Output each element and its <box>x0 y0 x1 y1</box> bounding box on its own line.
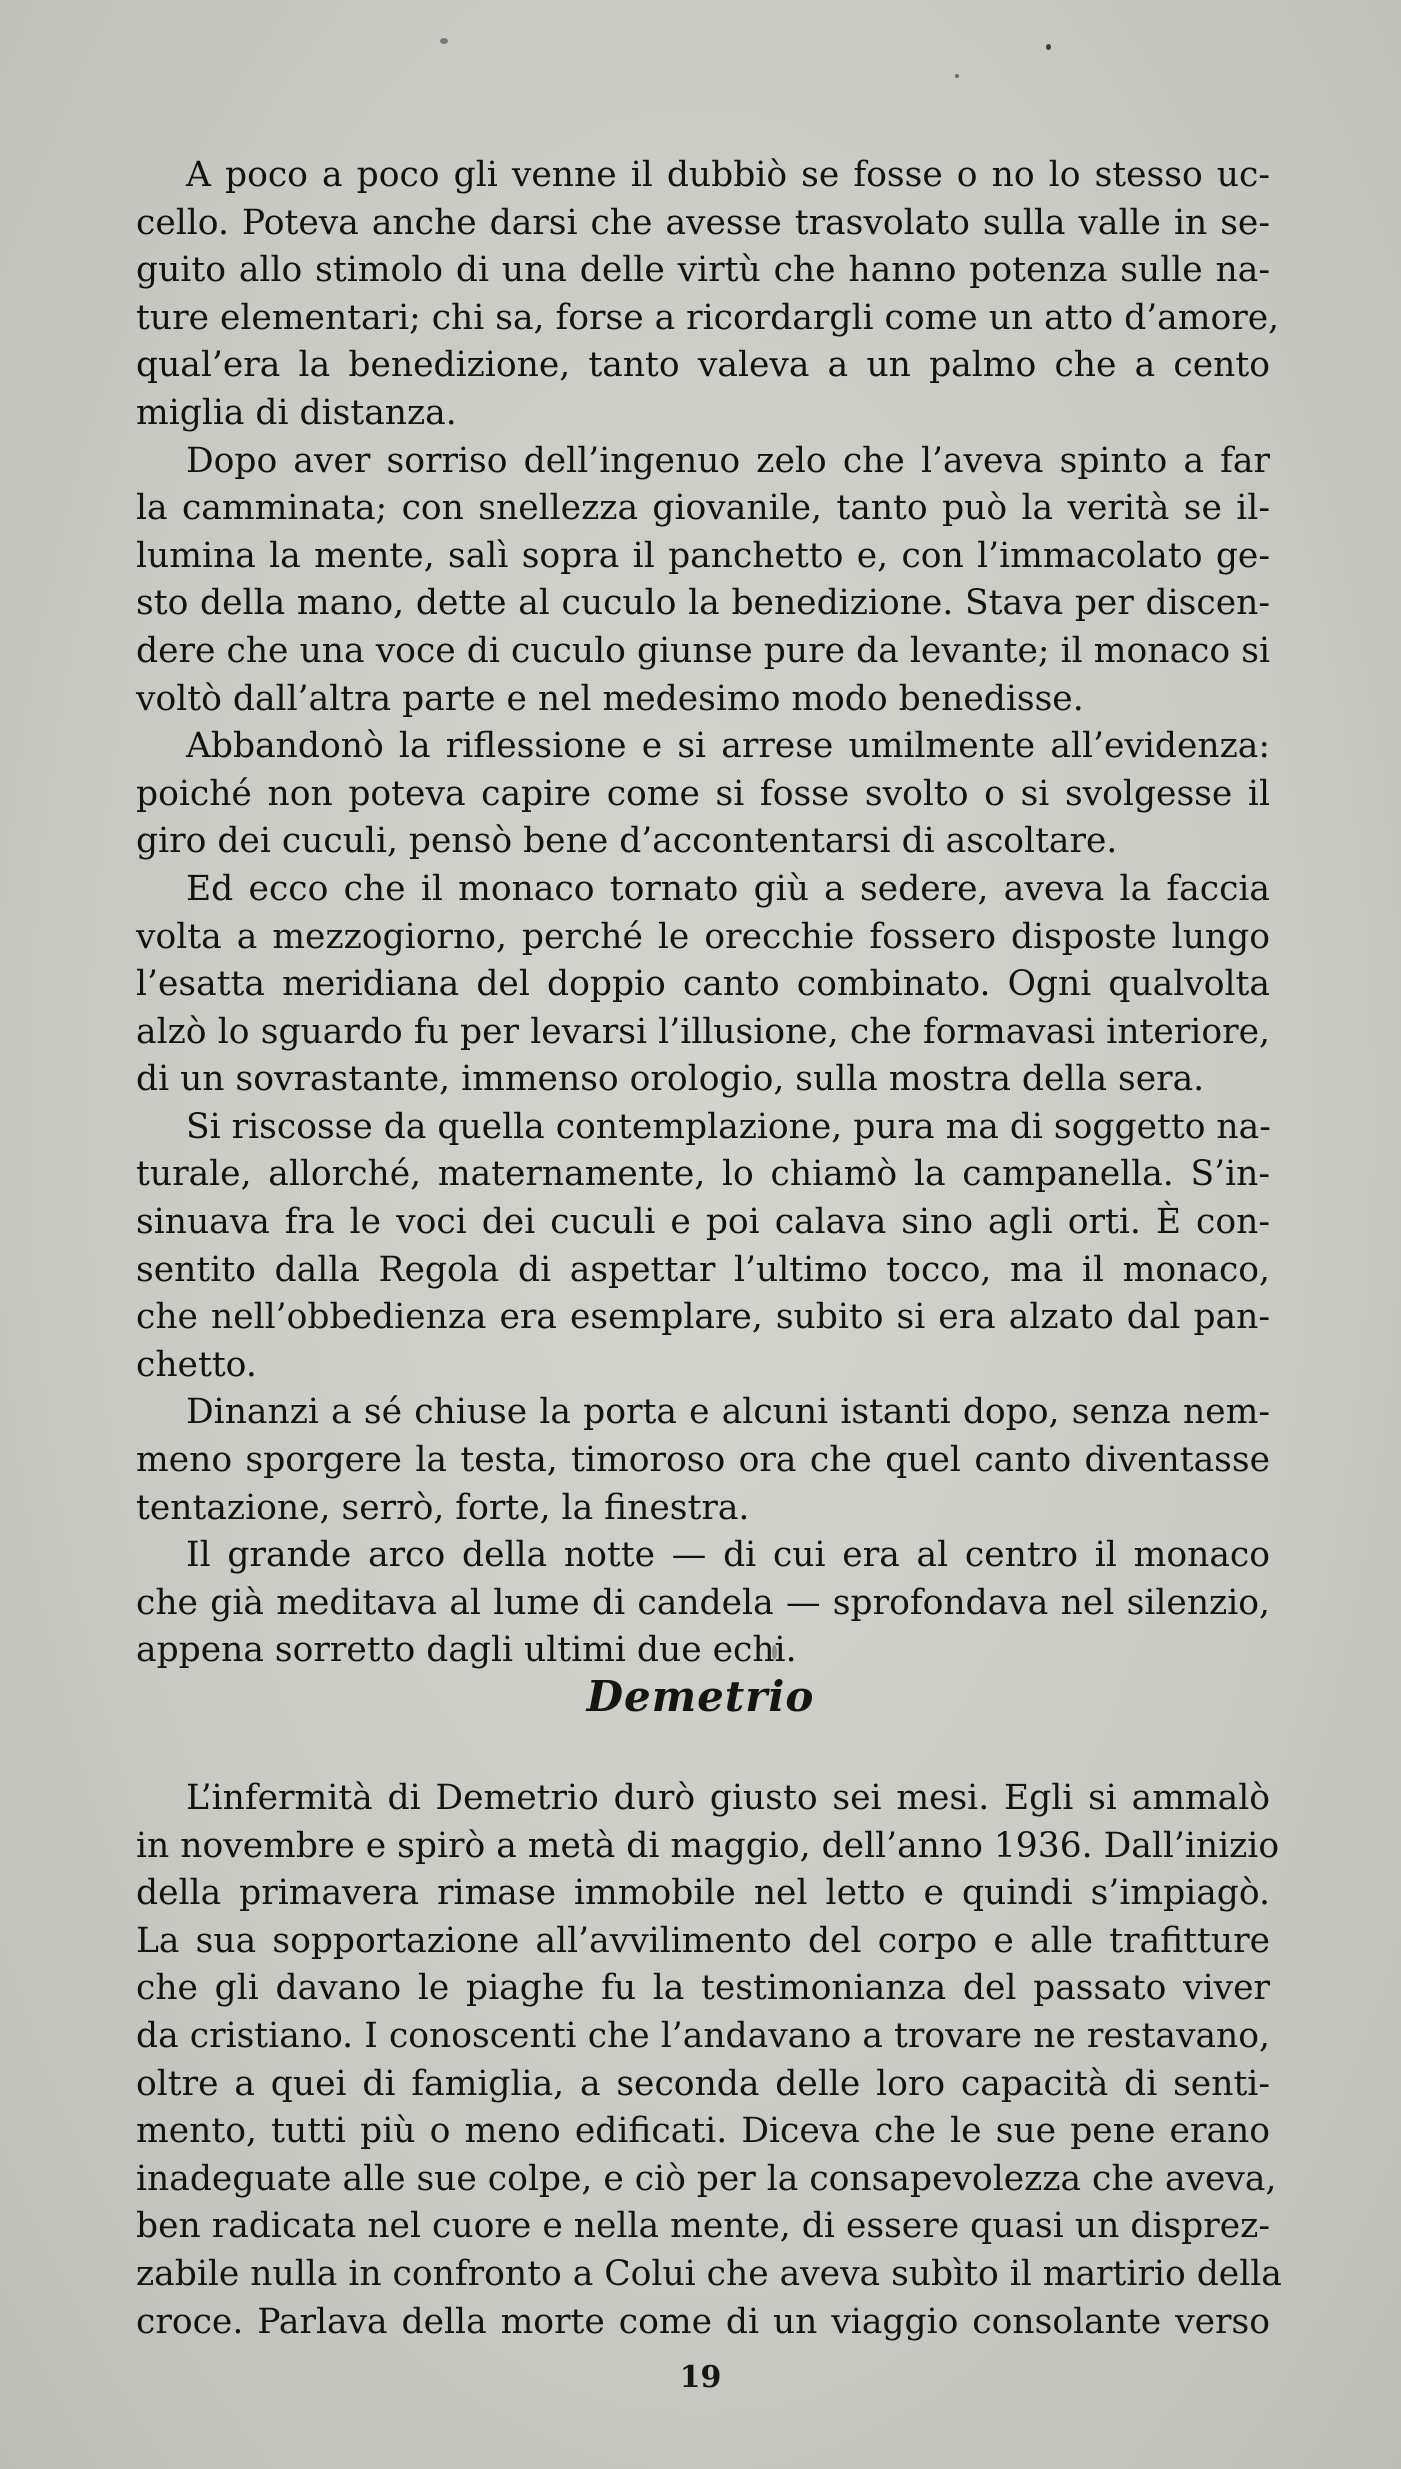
text-line: voltò dall’altra parte e nel medesimo modo benedisse. <box>136 678 1084 719</box>
text-line: della primavera rimase immobile nel letto e quindi s’impiagò. <box>136 1873 1270 1914</box>
text-line: appena sorretto dagli ultimi due echi. <box>136 1630 797 1671</box>
body-text-after <box>136 1775 1282 2346</box>
print-speck <box>440 38 448 44</box>
text-line: in novembre e spirò a metà di maggio, dell’anno 1936. Dall’inizio <box>136 1825 1280 1866</box>
paragraph <box>136 723 1270 866</box>
text-line: Ed ecco che il monaco tornato giù a sedere, aveva la faccia <box>186 868 1270 909</box>
text-line: sinuava fra le voci dei cuculi e poi calava sino agli orti. È con- <box>136 1202 1270 1243</box>
paragraph <box>136 1104 1270 1390</box>
paragraph <box>136 1389 1270 1532</box>
text-line: che gli davano le piaghe fu la testimonianza del passato viver <box>136 1968 1270 2009</box>
paragraph <box>136 1775 1282 2346</box>
text-line: chetto. <box>136 1344 257 1385</box>
paragraph <box>136 152 1280 438</box>
text-line: A poco a poco gli venne il dubbiò se fosse o no lo stesso uc- <box>186 155 1270 195</box>
text-line: ben radicata nel cuore e nella mente, di essere quasi un disprez- <box>136 2206 1270 2247</box>
paragraph <box>136 438 1270 724</box>
text-line: Dopo aver sorriso dell’ingenuo zelo che l’aveva spinto a far <box>186 440 1270 481</box>
text-line: la camminata; con snellezza giovanile, tanto può la verità se il- <box>136 488 1270 529</box>
text-line: volta a mezzogiorno, perché le orecchie fossero disposte lungo <box>136 916 1270 957</box>
text-line: qual’era la benedizione, tanto valeva a un palmo che a cento <box>136 345 1270 386</box>
text-line: turale, allorché, maternamente, lo chiamò la campanella. S’in- <box>136 1154 1270 1195</box>
text-line: che già meditava al lume di candela — sprofondava nel silenzio, <box>136 1582 1270 1623</box>
page-number: 19 <box>679 2360 722 2395</box>
text-line: zabile nulla in confronto a Colui che aveva subìto il martirio della <box>136 2253 1282 2294</box>
text-line: di un sovrastante, immenso orologio, sulla mostra della sera. <box>136 1059 1205 1100</box>
text-line: sentito dalla Regola di aspettar l’ultimo tocco, ma il monaco, <box>136 1249 1270 1290</box>
paragraph <box>136 1532 1270 1675</box>
text-line: ture elementari; chi sa, forse a ricordargli come un atto d’amore, <box>136 297 1280 338</box>
body-text-before <box>136 152 1280 1675</box>
text-line: La sua sopportazione all’avvilimento del corpo e alle trafitture <box>136 1920 1270 1961</box>
text-line: Dinanzi a sé chiuse la porta e alcuni istanti dopo, senza nem- <box>186 1392 1270 1433</box>
section-title: Demetrio <box>586 1672 815 1721</box>
text-line: inadeguate alle sue colpe, e ciò per la consapevolezza che aveva, <box>136 2158 1277 2199</box>
text-line: croce. Parlava della morte come di un viaggio consolante verso <box>136 2301 1270 2342</box>
text-line: miglia di distanza. <box>136 392 457 433</box>
text-line: L’infermità di Demetrio durò giusto sei mesi. Egli si ammalò <box>186 1778 1270 1818</box>
text-line: mento, tutti più o meno edificati. Diceva che le sue pene erano <box>136 2111 1270 2152</box>
text-line: Abbandonò la riflessione e si arrese umilmente all’evidenza: <box>186 726 1270 767</box>
text-line: oltre a quei di famiglia, a seconda delle loro capacità di senti- <box>136 2063 1270 2104</box>
text-line: che nell’obbedienza era esemplare, subito si era alzato dal pan- <box>136 1297 1270 1338</box>
text-line: alzò lo sguardo fu per levarsi l’illusione, che formavasi interiore, <box>136 1011 1270 1052</box>
print-speck <box>955 74 959 78</box>
text-line: dere che una voce di cuculo giunse pure da levante; il monaco si <box>136 630 1270 671</box>
text-line: tentazione, serrò, forte, la finestra. <box>136 1487 750 1528</box>
text-line: cello. Poteva anche darsi che avesse trasvolato sulla valle in se- <box>136 202 1270 243</box>
text-line: giro dei cuculi, pensò bene d’accontentarsi di ascoltare. <box>136 821 1118 862</box>
paragraph <box>136 866 1270 1104</box>
text-line: meno sporgere la testa, timoroso ora che quel canto diventasse <box>136 1440 1270 1481</box>
text-line: l’esatta meridiana del doppio canto combinato. Ogni qualvolta <box>136 964 1270 1005</box>
text-line: Si riscosse da quella contemplazione, pura ma di soggetto na- <box>186 1106 1271 1147</box>
text-line: da cristiano. I conoscenti che l’andavano a trovare ne restavano, <box>136 2015 1270 2056</box>
print-speck <box>1046 44 1051 50</box>
text-line: poiché non poteva capire come si fosse svolto o si svolgesse il <box>136 773 1270 814</box>
text-line: guito allo stimolo di una delle virtù che hanno potenza sulle na- <box>136 250 1270 291</box>
text-line: lumina la mente, salì sopra il panchetto e, con l’immacolato ge- <box>136 535 1270 576</box>
text-line: sto della mano, dette al cuculo la benedizione. Stava per discen- <box>136 583 1270 624</box>
text-line: Il grande arco della notte — di cui era al centro il monaco <box>186 1535 1270 1576</box>
